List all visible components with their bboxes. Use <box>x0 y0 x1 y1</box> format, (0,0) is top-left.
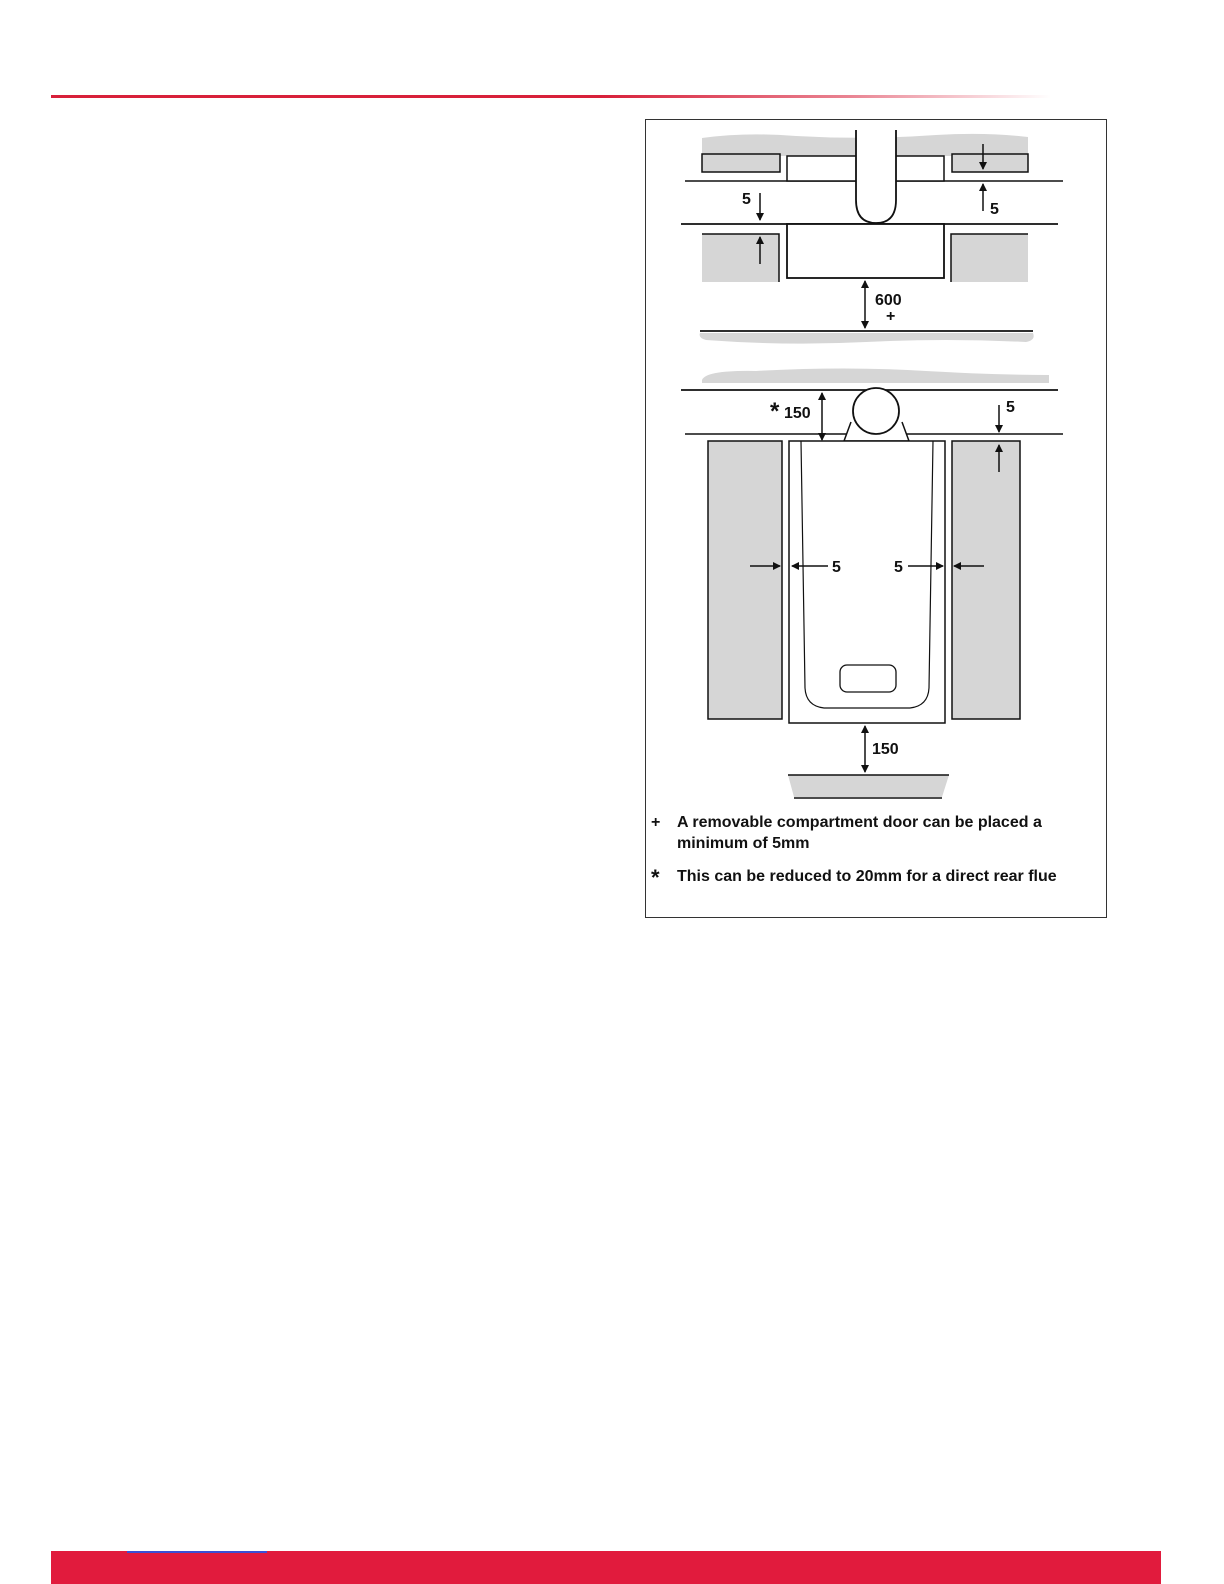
cabinet-left <box>708 441 782 719</box>
dim-below: 150 <box>872 741 899 758</box>
dim-front-clearance-mark: + <box>886 308 896 325</box>
cabinet-plan-left-front <box>702 234 779 282</box>
dim-above-right: 5 <box>1006 399 1015 416</box>
note-rear-flue-text: This can be reduced to 20mm for a direct rear flue <box>677 868 1057 885</box>
cabinet-right <box>952 441 1020 719</box>
dim-side-right: 5 <box>894 559 903 576</box>
boiler-plan-front <box>787 224 944 278</box>
room-break-band <box>700 333 1034 344</box>
cabinet-plan-left-back <box>702 154 780 172</box>
clearance-figure <box>645 119 1107 918</box>
dim-above-mark: * <box>770 398 780 425</box>
footer-bar <box>51 1551 1161 1584</box>
dim-top-right: 5 <box>990 201 999 218</box>
header-rule <box>51 95 1051 98</box>
cabinet-plan-right-front <box>951 234 1028 282</box>
dim-top-left: 5 <box>742 191 751 208</box>
clearance-diagram <box>646 120 1108 919</box>
boiler-display <box>840 665 896 692</box>
flue-pipe-front <box>853 388 899 434</box>
ceiling-band <box>702 369 1049 384</box>
note-door-symbol: + <box>651 814 661 831</box>
note-door <box>651 812 1107 854</box>
floor-shelf <box>788 775 949 797</box>
note-rear-flue-symbol: * <box>651 865 660 890</box>
flue-pipe-plan <box>856 130 896 223</box>
cabinet-plan-right-back <box>952 154 1028 172</box>
note-rear-flue <box>651 865 1107 890</box>
dim-front-clearance: 600 <box>875 292 902 309</box>
note-door-text: A removable compartment door can be placed a minimum of 5mm <box>677 814 1042 852</box>
footer-link-underline[interactable] <box>127 1551 267 1553</box>
dim-above: 150 <box>784 405 811 422</box>
dim-side-left: 5 <box>832 559 841 576</box>
